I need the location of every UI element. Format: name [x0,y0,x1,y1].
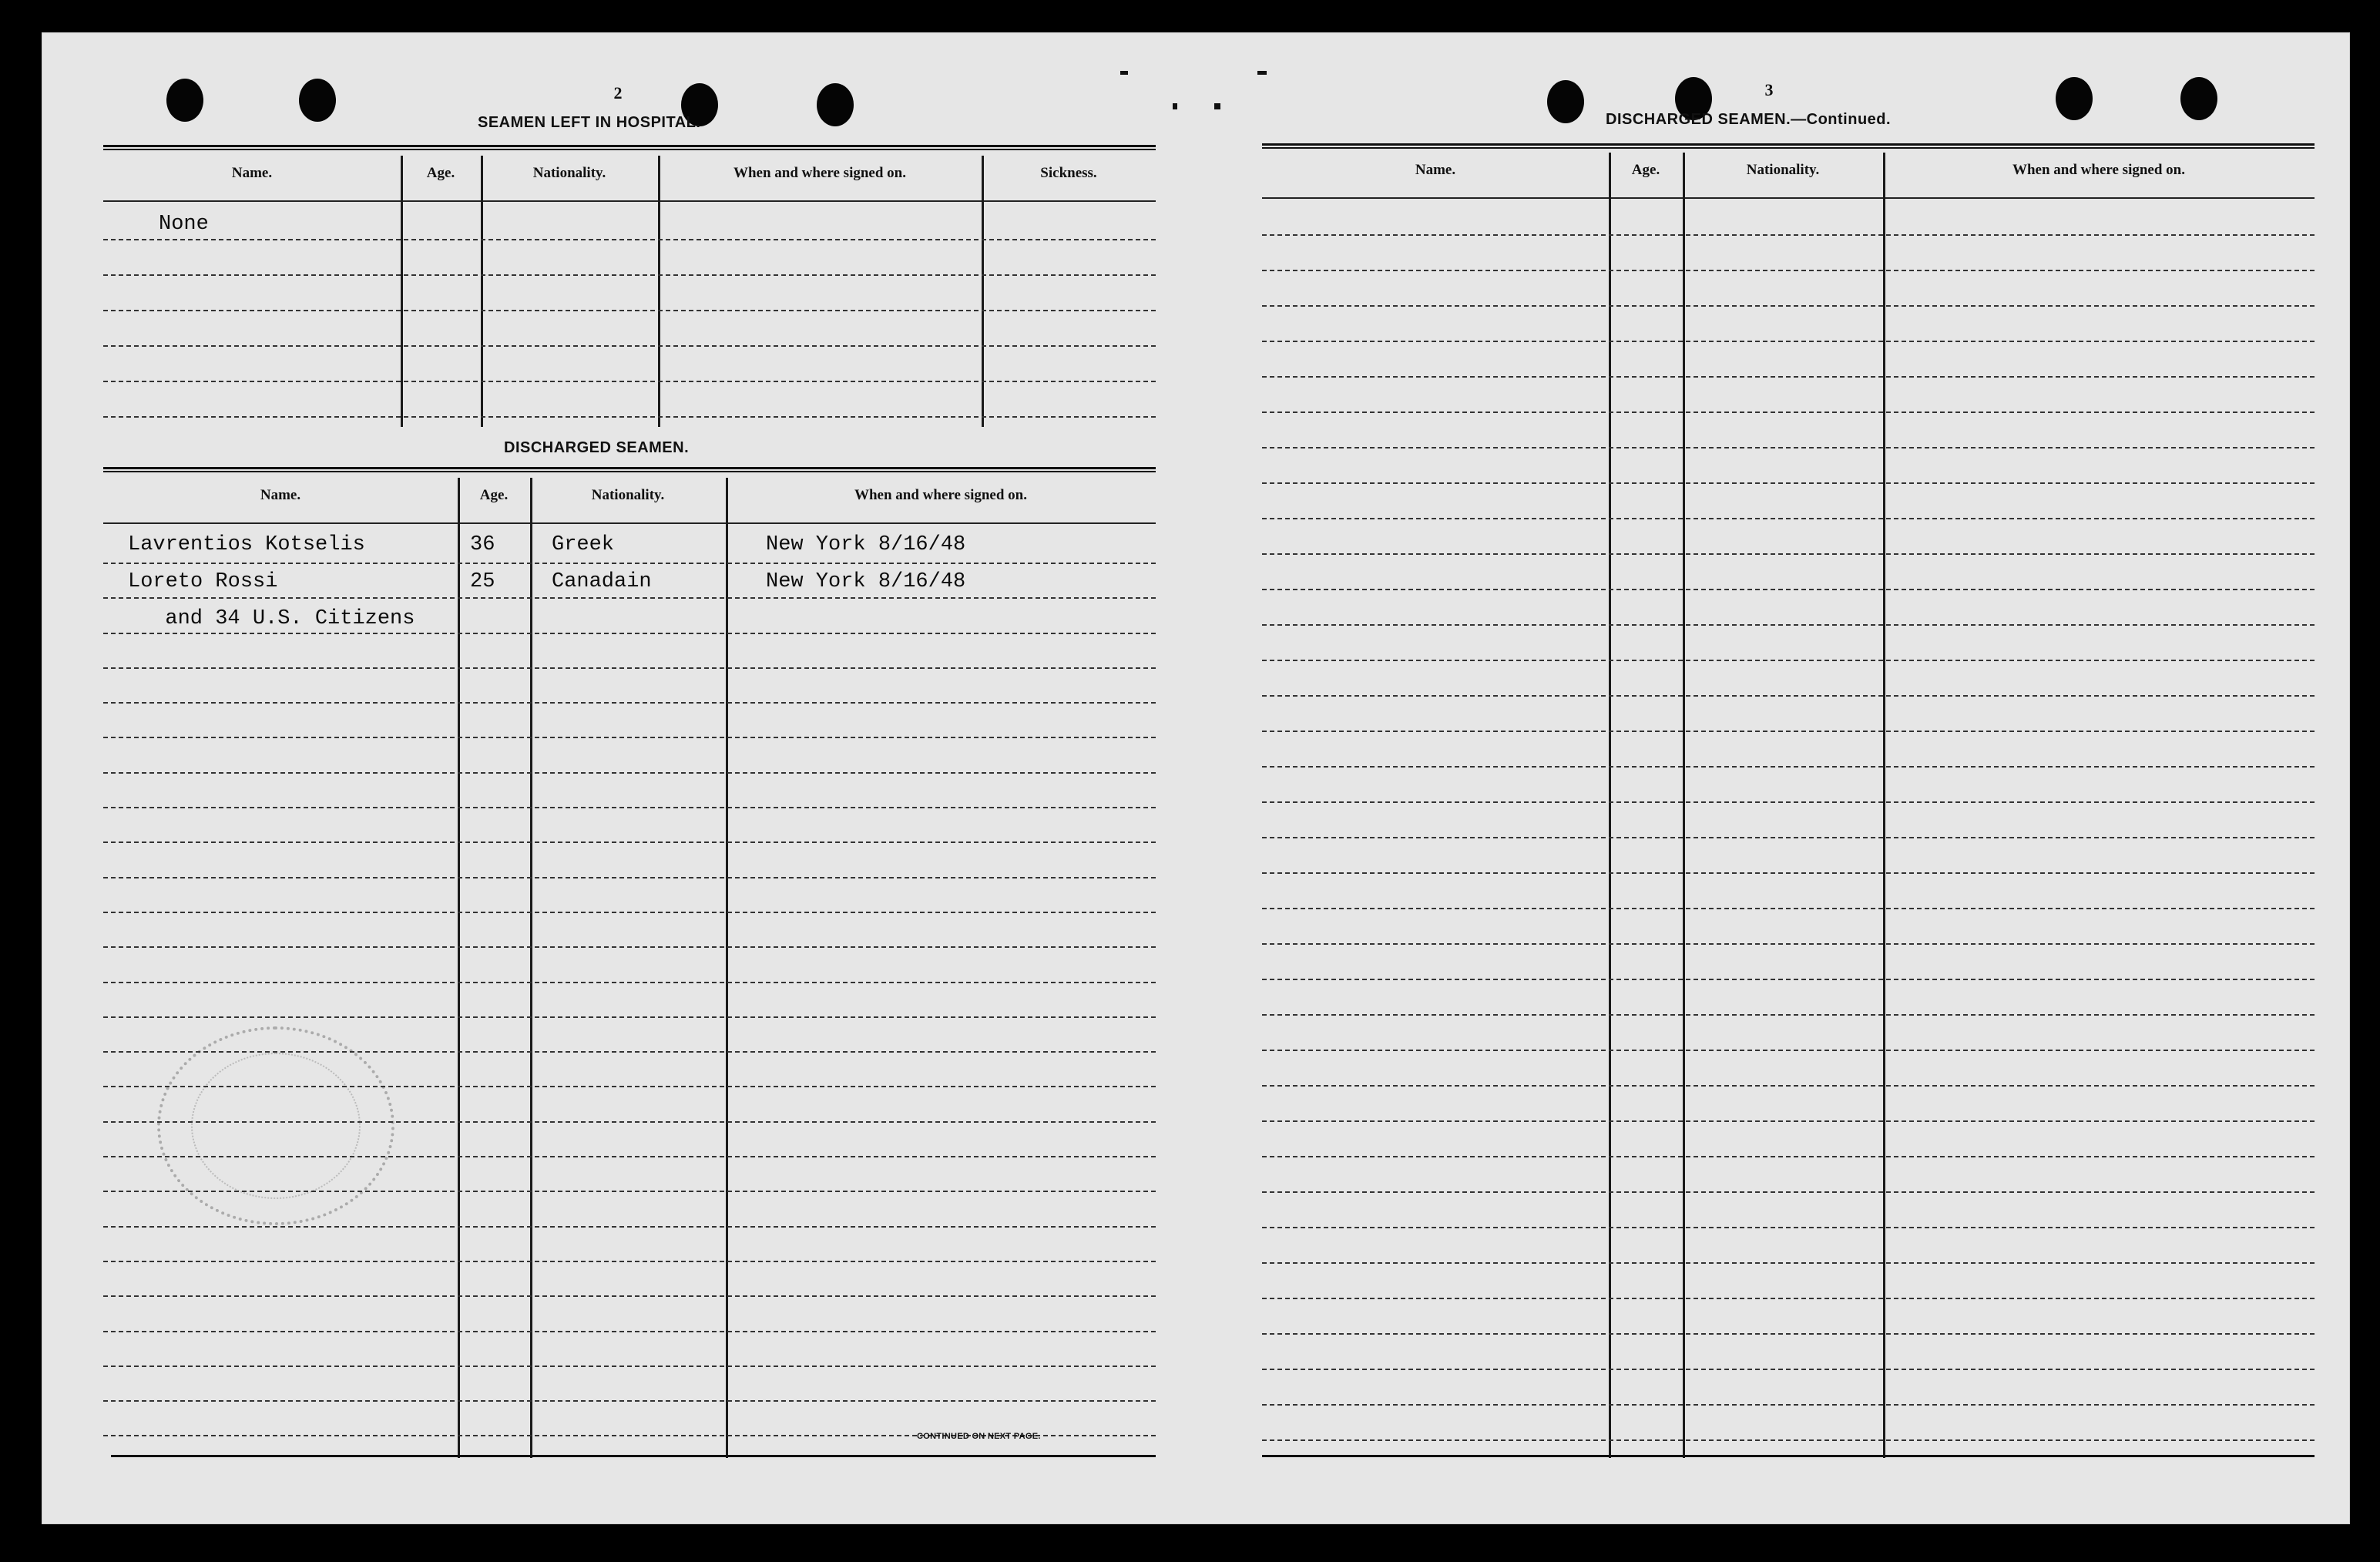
row-line [1262,908,2315,909]
row-line [1262,482,2315,484]
row-line [1262,1227,2315,1228]
row-line [103,737,1156,738]
hospital-row-name: None [159,213,209,236]
discharged-row-1-nationality: Greek [552,533,615,556]
hospital-row-line [103,274,1156,276]
row-line [1262,376,2315,378]
row-line [103,1261,1156,1262]
punch-hole [2180,77,2217,120]
discharged-col-divider [458,478,460,1458]
punch-hole [2056,77,2093,120]
row-line [103,597,1156,599]
row-line [1262,1191,2315,1193]
row-line [103,912,1156,913]
discharged-row-2-nationality: Canadain [552,570,652,593]
row-line [1262,943,2315,945]
discharged-col-name: Name. [260,487,301,503]
hospital-row-line [103,345,1156,347]
discharged-col-signed-on: When and where signed on. [854,487,1027,503]
row-line [1262,1050,2315,1051]
row-line [103,563,1156,564]
row-line [1262,1085,2315,1087]
row-line [1262,1333,2315,1335]
punch-hole [1547,80,1584,123]
row-line [1262,447,2315,448]
hospital-col-sickness: Sickness. [1040,165,1097,181]
discharged-row-2-name: Loreto Rossi [128,570,278,593]
hospital-row-line [103,239,1156,240]
row-line [1262,837,2315,838]
row-line [103,1226,1156,1228]
discharged-row-1-name: Lavrentios Kotselis [128,533,365,556]
row-line [1262,1262,2315,1264]
discharged-col-divider [530,478,532,1458]
row-line [1262,341,2315,342]
punch-hole [299,79,336,122]
hospital-top-rule [103,145,1156,150]
hospital-col-signed-on: When and where signed on. [733,165,906,181]
discharged-bottom-rule [111,1455,1156,1457]
row-line [103,1086,1156,1087]
form-sheet [42,32,2350,1524]
row-line [1262,589,2315,590]
row-line [1262,660,2315,661]
hospital-section-title: SEAMEN LEFT IN HOSPITAL. [478,114,701,131]
discharged-row-3-name: and 34 U.S. Citizens [140,607,415,630]
hospital-col-divider [658,156,660,427]
hospital-col-divider [481,156,483,427]
row-line [103,1365,1156,1367]
row-line [103,1331,1156,1332]
row-line [1262,695,2315,697]
right-col-name: Name. [1415,162,1456,178]
row-line [103,1295,1156,1297]
hospital-col-name: Name. [231,165,273,181]
row-line [1262,624,2315,626]
right-col-nationality: Nationality. [1746,162,1820,178]
hospital-col-divider [982,156,984,427]
punch-hole [817,83,854,126]
row-line [103,877,1156,878]
faint-stamp-mark [157,1026,394,1225]
row-line [103,702,1156,704]
punch-hole [166,79,203,122]
discharged-top-rule [103,467,1156,472]
discharged-col-age: Age. [479,487,509,503]
hospital-row-line [103,416,1156,418]
row-line [1262,411,2315,413]
row-line [1262,872,2315,874]
row-line [103,807,1156,808]
row-line [103,633,1156,634]
row-line [103,1121,1156,1123]
row-line [1262,270,2315,271]
row-line [103,946,1156,948]
hospital-header-line [103,200,1156,202]
row-line [1262,553,2315,555]
continued-note: CONTINUED ON NEXT PAGE. [917,1432,1041,1441]
row-line [1262,1369,2315,1370]
row-line [1262,234,2315,236]
discharged-col-nationality: Nationality. [591,487,665,503]
hospital-col-nationality: Nationality. [532,165,606,181]
discharged-col-divider [726,478,728,1458]
discharged-row-1-signed-on: New York 8/16/48 [766,533,966,556]
hospital-row-line [103,381,1156,382]
speck [1257,71,1267,75]
right-col-age: Age. [1631,162,1660,178]
row-line [103,1191,1156,1192]
right-header-line [1262,197,2315,199]
row-line [103,772,1156,774]
speck [1173,103,1177,109]
hospital-col-age: Age. [426,165,455,181]
speck [1120,71,1128,75]
discharged-row-2-age: 25 [470,570,495,593]
row-line [1262,305,2315,307]
row-line [103,841,1156,843]
page-number-left: 2 [613,83,623,102]
speck [1214,103,1220,109]
row-line [1262,801,2315,803]
row-line [1262,731,2315,732]
hospital-col-divider [401,156,403,427]
right-bottom-rule [1262,1455,2315,1457]
discharged-row-2-signed-on: New York 8/16/48 [766,570,966,593]
right-section-title: DISCHARGED SEAMEN.—Continued. [1606,111,1892,128]
row-line [1262,1439,2315,1441]
row-line [103,1400,1156,1402]
right-top-rule [1262,143,2315,149]
row-line [1262,1120,2315,1122]
discharged-section-title: DISCHARGED SEAMEN. [504,439,690,456]
discharged-header-line [103,522,1156,524]
row-line [1262,766,2315,768]
discharged-row-1-age: 36 [470,533,495,556]
right-col-signed-on: When and where signed on. [2012,162,2185,178]
row-line [1262,1404,2315,1406]
page-number-right: 3 [1764,80,1774,99]
row-line [1262,979,2315,980]
row-line [1262,1156,2315,1157]
row-line [103,982,1156,983]
row-line [103,1156,1156,1157]
row-line [1262,1298,2315,1299]
row-line [1262,1014,2315,1016]
row-line [103,1016,1156,1018]
hospital-row-line [103,310,1156,311]
row-line [1262,518,2315,519]
row-line [103,667,1156,669]
row-line [103,1051,1156,1053]
